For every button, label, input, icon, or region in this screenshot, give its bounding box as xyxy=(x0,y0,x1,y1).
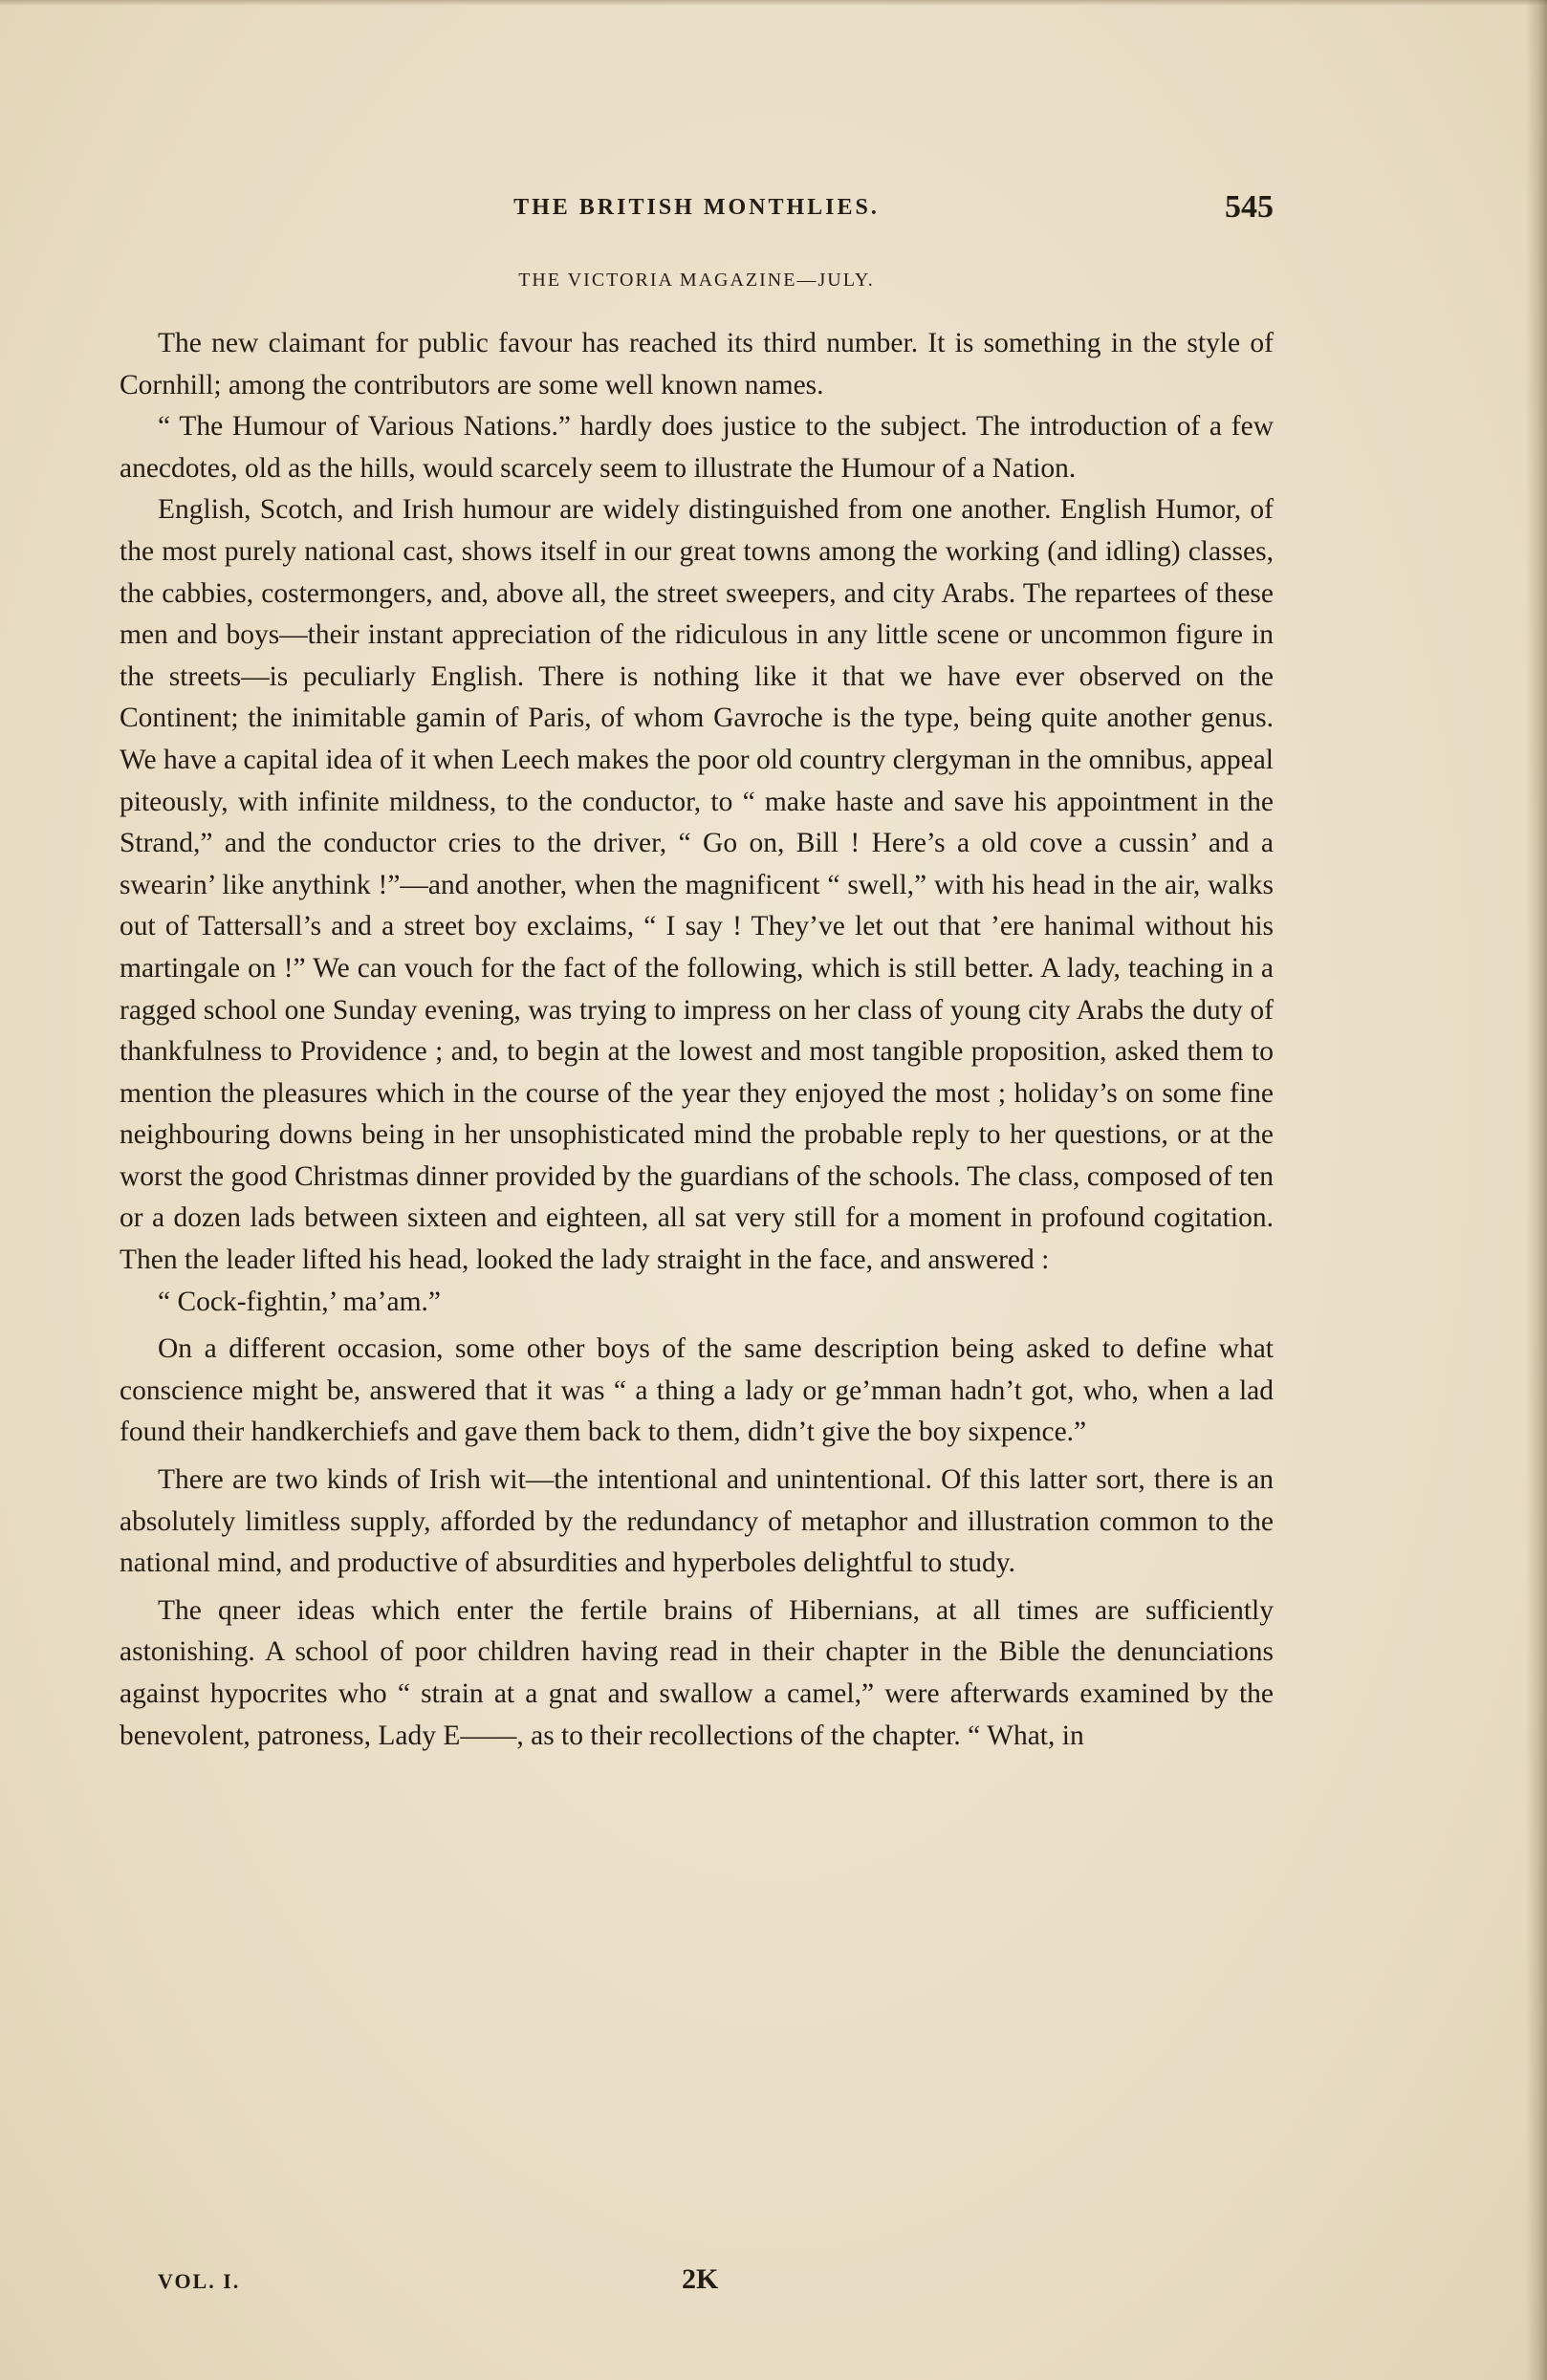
paragraph: There are two kinds of Irish wit—the intentional and unintentional. Of this latter sort, there is an absolutely limitless supply, afforded by the redundancy of metaphor and illustration common to the national mind, and productive of absurdities and hyperboles delightful to study. xyxy=(120,1464,1274,1579)
page-binding-shadow xyxy=(1526,0,1547,2380)
volume-label: VOL. I. xyxy=(158,2269,241,2293)
running-header xyxy=(120,189,1274,227)
paragraph: The qneer ideas which enter the fertile brains of Hibernians, at all times are sufficiently astonishing. A school of poor children having read in their chapter in the Bible the denunciations against hypocrites who “ strain at a gnat and swallow a camel,” were afterwards examined by the benevolent, patroness, Lady E——, as to their recollections of the chapter. “ What, in xyxy=(120,1594,1274,1751)
paragraph: “ Cock-fightin,’ ma’am.” xyxy=(158,1286,441,1317)
page-footer xyxy=(158,2263,1248,2307)
section-title: THE VICTORIA MAGAZINE—JULY. xyxy=(518,270,875,291)
paragraph: The new claimant for public favour has reached its third number. It is something in the style of Cornhill; among the contributors are some well known names. xyxy=(120,328,1274,400)
signature-mark: 2K xyxy=(682,2263,719,2295)
running-title: THE BRITISH MONTHLIES. xyxy=(513,195,880,220)
paragraph: On a different occasion, some other boys of the same description being asked to define what conscience might be, answered that it was “ a thing a lady or ge’mman hadn’t got, who, when a lad found their handkerchiefs and gave them back to them, didn’t give the boy sixpence.” xyxy=(120,1333,1274,1448)
page-number: 545 xyxy=(1225,189,1274,225)
page-top-edge-shadow xyxy=(0,0,1547,6)
paragraph: “ The Humour of Various Nations.” hardly does justice to the subject. The introduction of a few anecdotes, old as the hills, would scarcely seem to illustrate the Humour of a Nation. xyxy=(120,411,1274,484)
article-body xyxy=(120,323,1274,1757)
paragraph: English, Scotch, and Irish humour are widely distinguished from one another. English Humor, of the most purely national cast, shows itself in our great towns among the working (and idling) classes, the cabbies, costermongers, and, above all, the street sweepers, and city Arabs. The repartees of these men and boys—their instant appreciation of the ridiculous in any little scene or uncommon figure in the streets—is peculiarly English. There is nothing like it that we have ever observed on the Continent; the inimitable gamin of Paris, of whom Gavroche is the type, being quite another genus. We have a capital idea of it when Leech makes the poor old country clergyman in the omnibus, appeal piteously, with infinite mildness, to the conductor, to “ make haste and save his appointment in the Strand,” and the conductor cries to the driver, “ Go on, Bill ! Here’s a old cove a cussin’ and a swearin’ like anythink !”—and another, when the magnificent “ swell,” with his head in the air, walks out of Tattersall’s and a street boy exclaims, “ I say ! They’ve let out that ’ere hanimal without his martingale on !” We can vouch for the fact of the following, which is still better. A lady, teaching in a ragged school one Sunday evening, was trying to impress on her class of young city Arabs the duty of thankfulness to Providence ; and, to begin at the lowest and most tangible proposition, asked them to mention the pleasures which in the course of the year they enjoyed the most ; holiday’s on some fine neighbouring downs being in her unsophisticated mind the probable reply to her questions, or at the worst the good Christmas dinner provided by the guardians of the schools. The class, composed of ten or a dozen lads between sixteen and eighteen, all sat very still for a moment in profound cogitation. Then the leader lifted his head, looked the lady straight in the face, and answered : xyxy=(120,494,1274,1276)
